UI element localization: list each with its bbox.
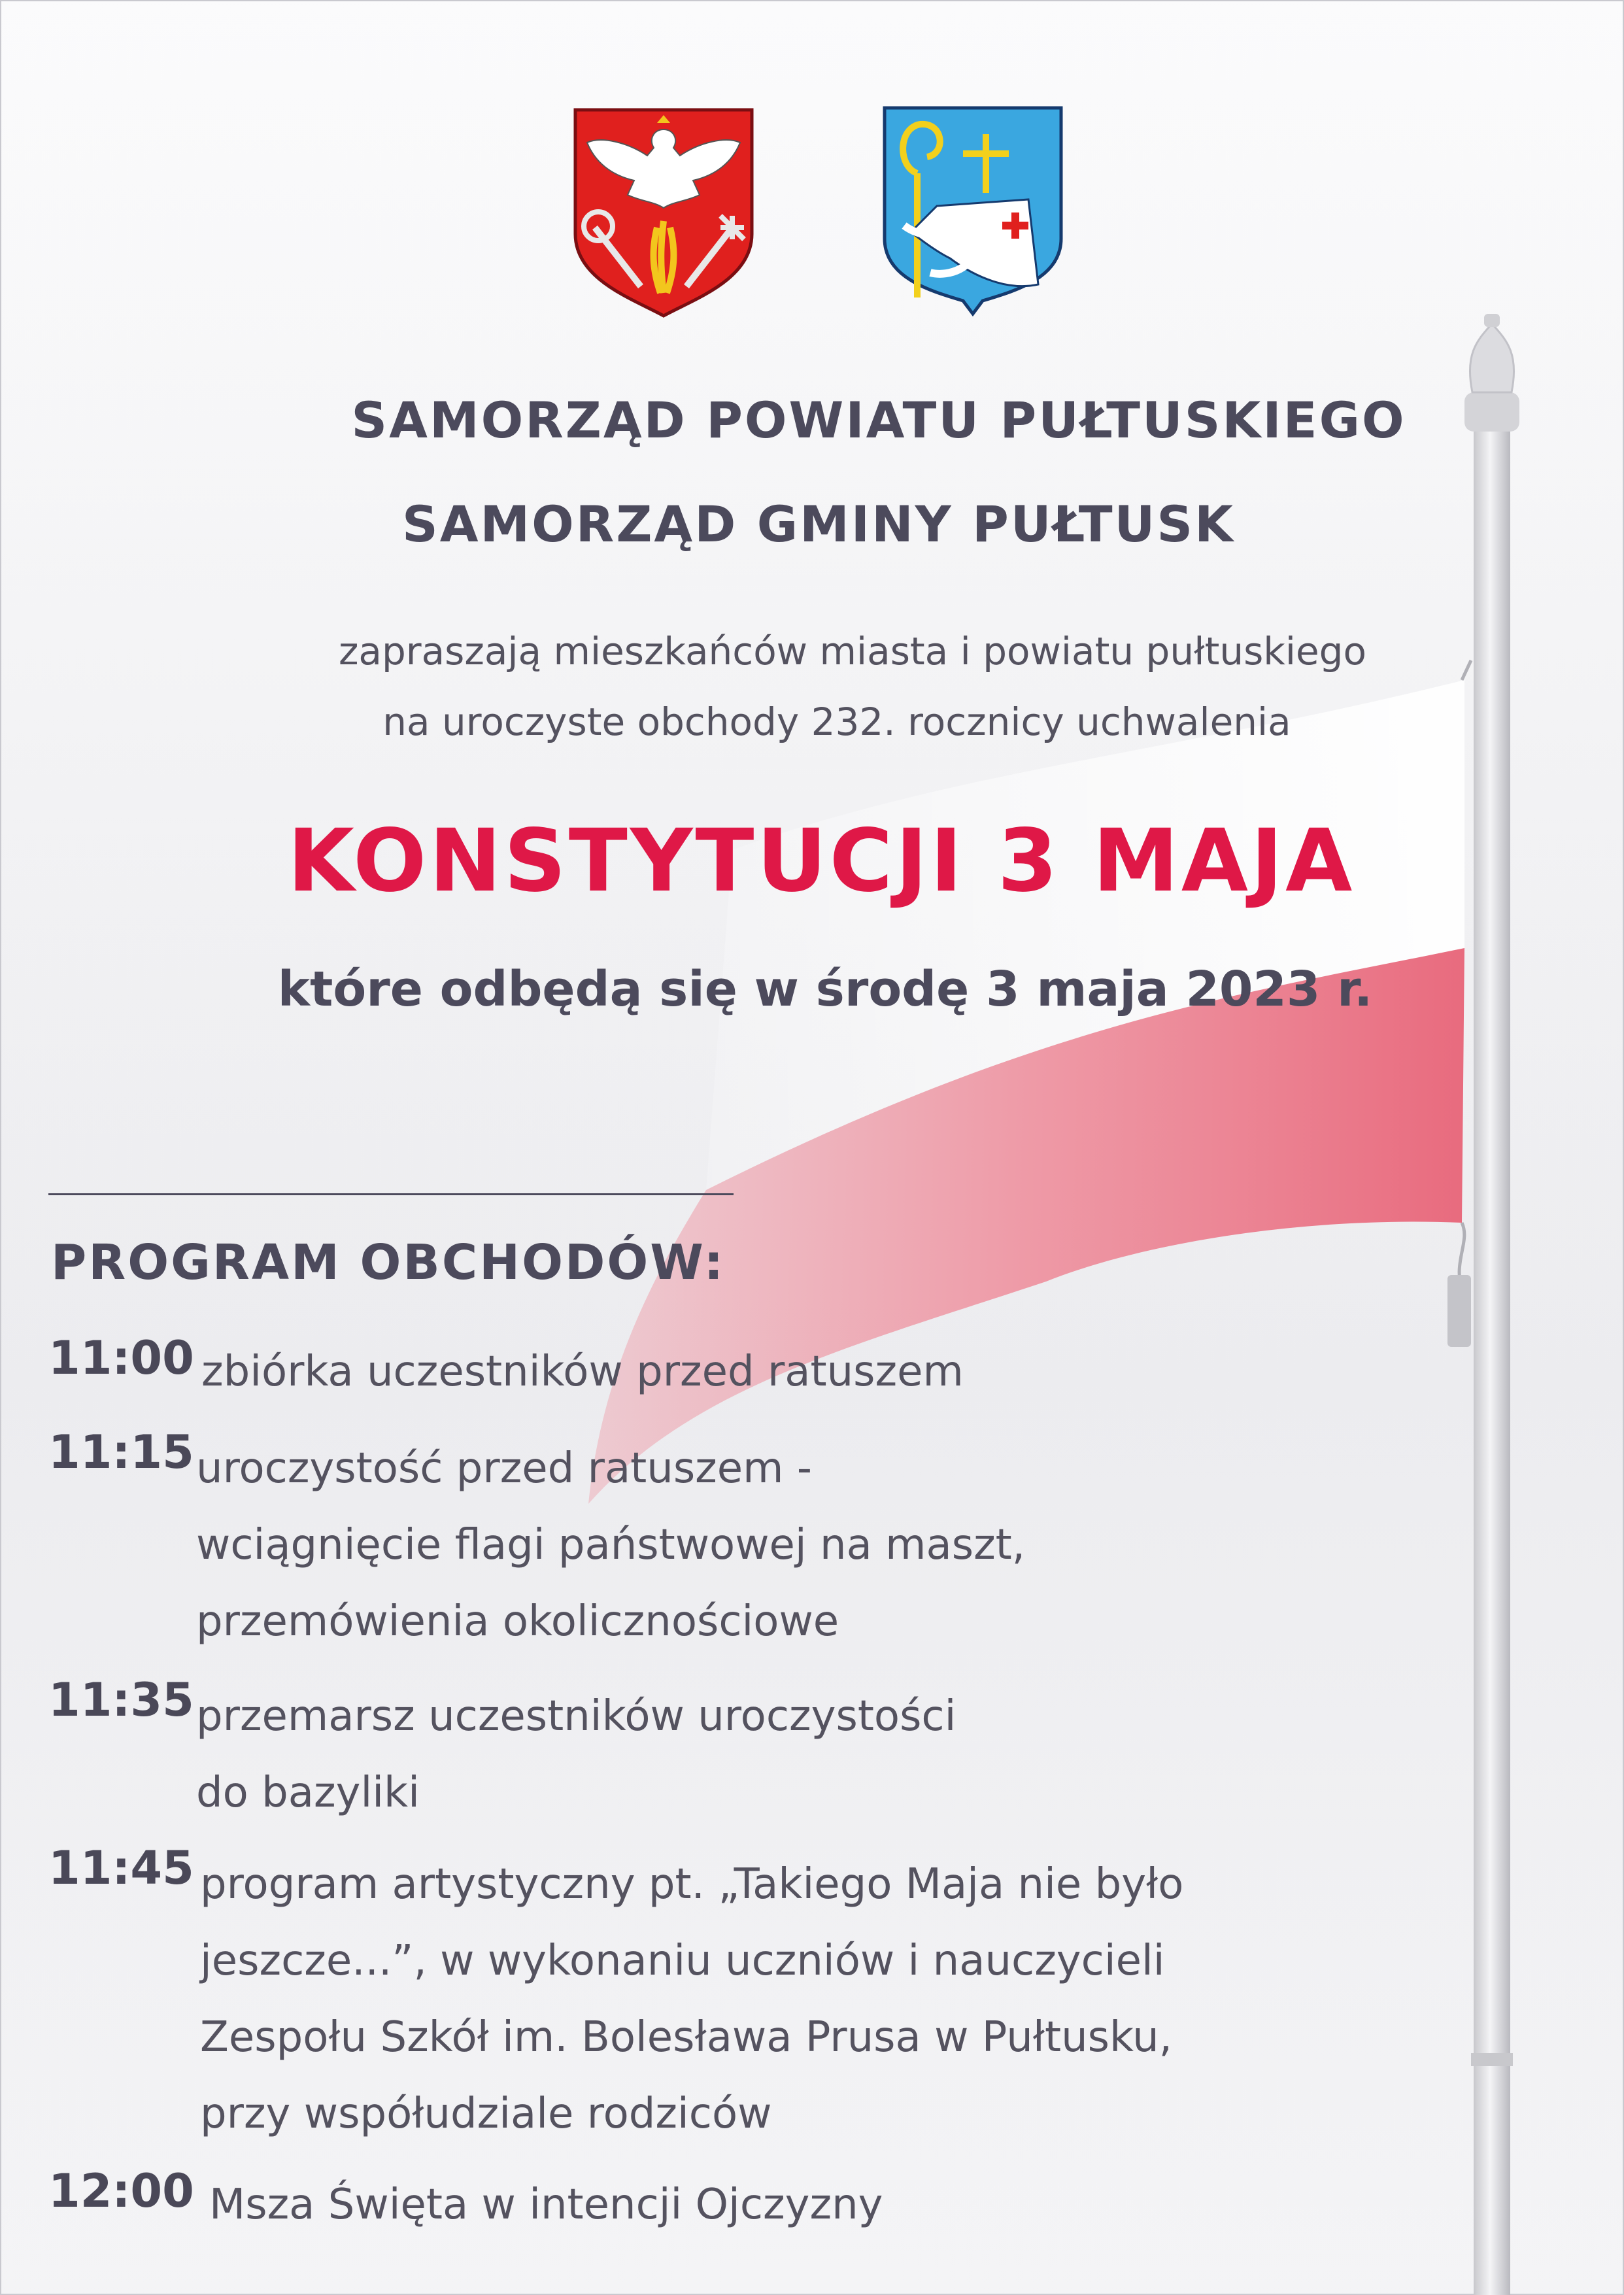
divider-line <box>48 1193 734 1195</box>
powiat-coat-of-arms-icon <box>569 103 758 319</box>
program-title: PROGRAM OBCHODÓW: <box>51 1234 726 1291</box>
program-time: 11:15 <box>48 1425 194 1479</box>
program-description <box>200 1846 1183 2152</box>
program-line: program artystyczny pt. „Takiego Maja nie było <box>200 1860 1184 1909</box>
program-line: przy współudziale rodziców <box>200 2090 772 2138</box>
program-line: uroczystość przed ratuszem - <box>196 1444 812 1493</box>
program-description <box>209 2167 883 2243</box>
program-line: zbiórka uczestników przed ratuszem <box>201 1348 964 1396</box>
program-time: 12:00 <box>48 2164 194 2218</box>
main-title: KONSTYTUCJI 3 MAJA <box>287 811 1355 911</box>
program-line: Zespołu Szkół im. Bolesława Prusa w Pułtusku, <box>200 2013 1172 2062</box>
program-description <box>196 1678 956 1831</box>
event-date-subtitle: które odbędą się w środę 3 maja 2023 r. <box>277 961 1373 1017</box>
program-description <box>196 1431 1025 1660</box>
program-line: wciągnięcie flagi państwowej na maszt, <box>196 1521 1026 1569</box>
program-line: przemówienia okolicznościowe <box>196 1597 839 1646</box>
program-description <box>201 1334 964 1410</box>
program-time: 11:00 <box>48 1331 194 1385</box>
intro-line-1: zapraszają mieszkańców miasta i powiatu pułtuskiego <box>338 629 1366 673</box>
program-line: przemarsz uczestników uroczystości <box>196 1692 956 1741</box>
program-time: 11:35 <box>48 1673 194 1727</box>
header-powiat: SAMORZĄD POWIATU PUŁTUSKIEGO <box>351 391 1406 449</box>
program-line: Msza Święta w intencji Ojczyzny <box>209 2181 883 2229</box>
gmina-coat-of-arms-icon <box>878 101 1068 317</box>
program-line: do bazyliki <box>196 1769 420 1817</box>
intro-line-2: na uroczyste obchody 232. rocznicy uchwalenia <box>382 700 1291 744</box>
header-gmina: SAMORZĄD GMINY PUŁTUSK <box>402 495 1235 553</box>
program-time: 11:45 <box>48 1841 194 1895</box>
flagpole-finial <box>1470 324 1514 392</box>
program-line: jeszcze...”, w wykonaniu uczniów i nauczycieli <box>200 1937 1165 1985</box>
